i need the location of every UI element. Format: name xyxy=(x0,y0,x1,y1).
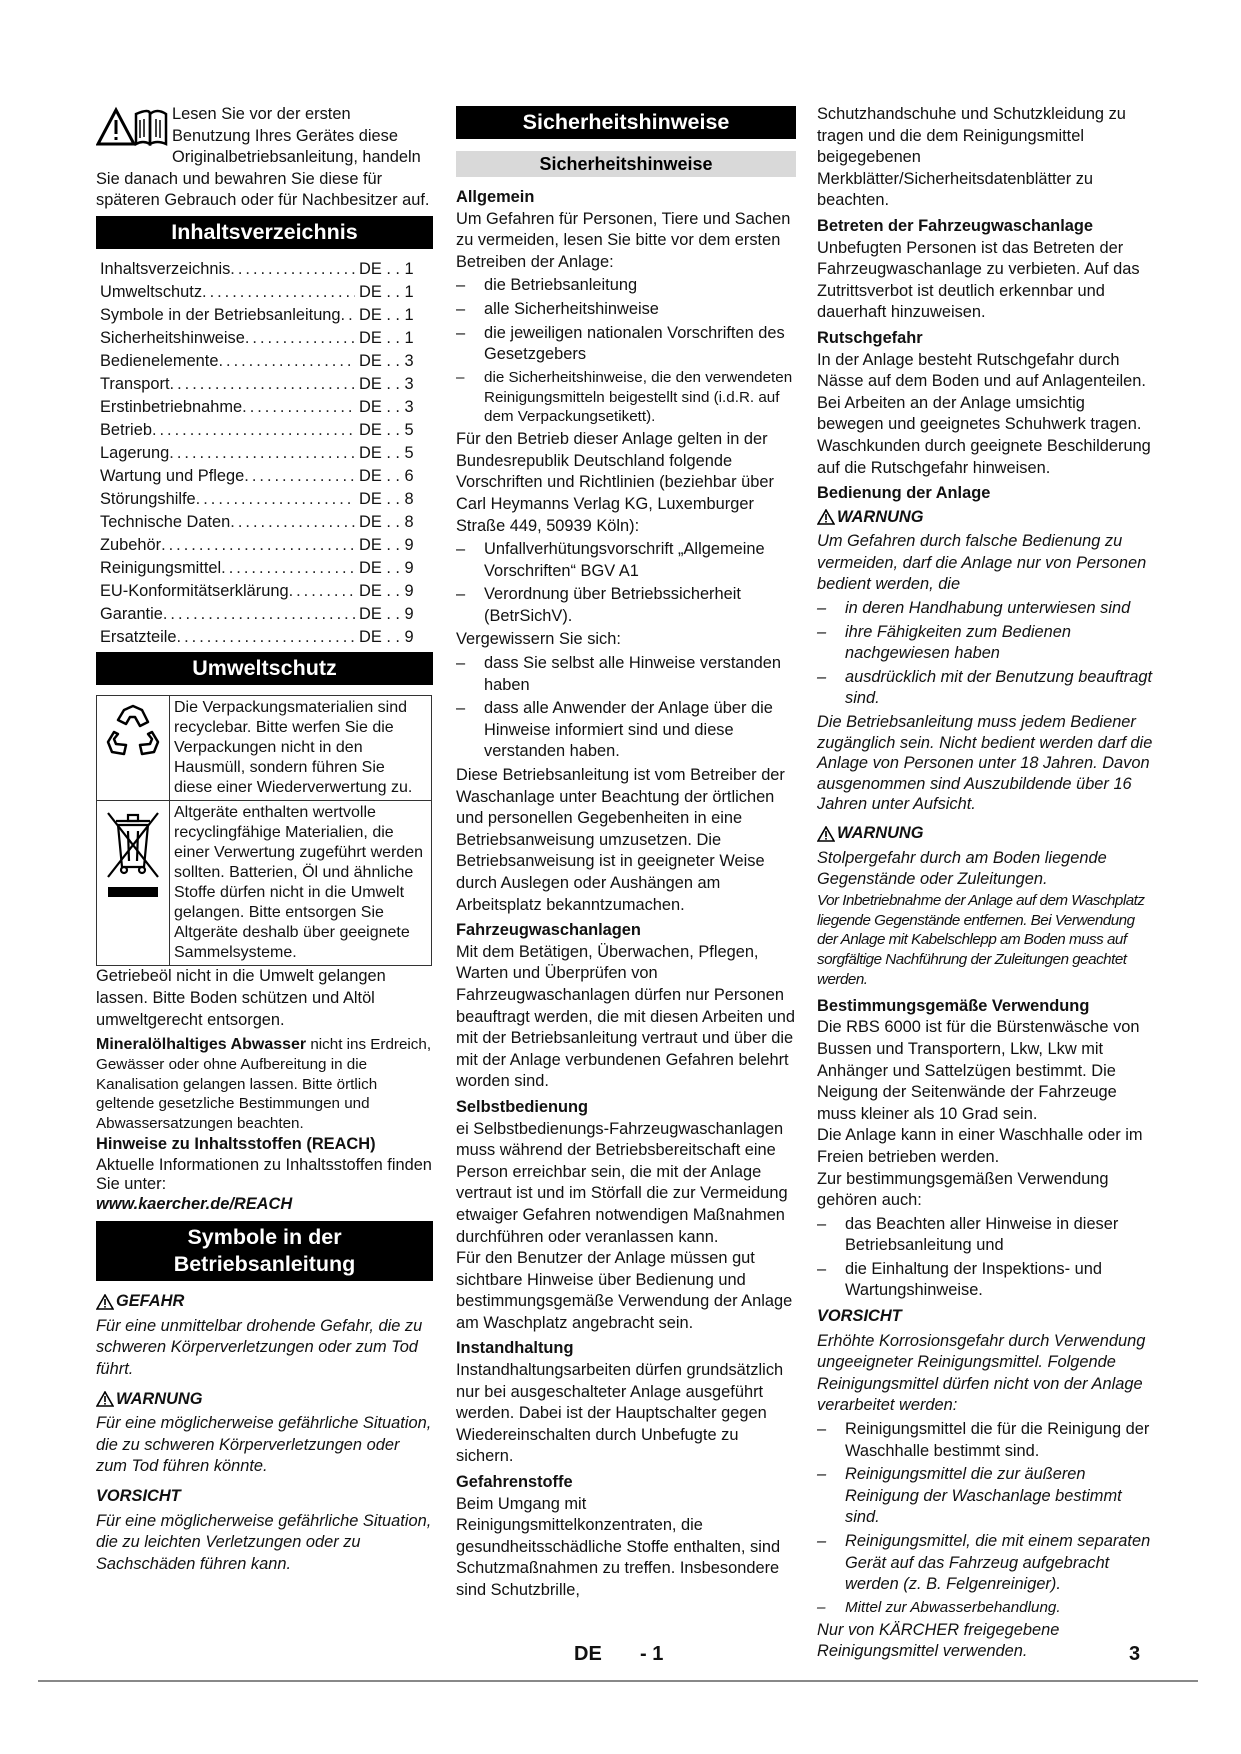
warn1-label-row xyxy=(817,507,1153,529)
environment-table xyxy=(96,695,432,966)
footer-language: DE xyxy=(574,1643,602,1665)
recycle-icon-cell xyxy=(97,696,170,801)
warn2-text-2: Vor Inbetriebnahme der Anlage auf dem Waschplatz liegende Gegenstände entfernen. Bei Verwendung der Anlage mit Kabelschlepp am Boden muss auf sorgfältige Nachführung der Zuleitungen geachtet werden. xyxy=(817,891,1145,988)
vorsicht2-list xyxy=(817,1419,1153,1618)
weee-icon-cell xyxy=(97,801,170,966)
fahrzeug-heading: Fahrzeugwaschanlagen xyxy=(456,921,641,940)
list-item: – ausdrücklich mit der Benutzung beauftragt sind. xyxy=(817,667,1153,710)
warning-triangle-icon xyxy=(96,1294,114,1310)
mineral-bold: Mineralölhaltiges Abwasser xyxy=(96,1036,307,1054)
gefahr-label-row xyxy=(96,1291,433,1313)
vorsicht-text: Für eine möglicherweise gefährliche Situation, die zu leichten Verletzungen oder zu Sachschäden führen kann. xyxy=(96,1511,432,1573)
list-item: – die Einhaltung der Inspektions- und Wartungshinweise. xyxy=(817,1259,1153,1302)
vorsicht2-label: VORSICHT xyxy=(817,1307,902,1326)
warning-triangle-icon xyxy=(817,509,835,525)
bestimmung-text: Die RBS 6000 ist für die Bürstenwäsche von Bussen und Transportern, Lkw, Lkw mit Anhänger und Sattelzügen bestimmt. Die Neigung der Seitenwände der Fahrzeuge muss kleiner als 10 Grad sein. xyxy=(817,1018,1140,1123)
warn1-text: Um Gefahren durch falsche Bedienung zu vermeiden, darf die Anlage nur von Personen bedient werden, die xyxy=(817,532,1147,594)
toc-row[interactable]: Ersatzteile ..... DE . . 9 xyxy=(96,627,433,649)
warn1-text-2: Die Betriebsanleitung muss jedem Bediener zugänglich sein. Nicht bedient werden darf die Anlage von Personen unter 18 Jahren. Davon ausgenommen sind Auszubildende über 16 Jahren unter Aufsicht. xyxy=(817,713,1153,814)
list-item: – die Sicherheitshinweise, die den verwendeten Reinigungsmitteln beigestellt sind (i.d.R. auf dem Verpackungsetikett). xyxy=(456,368,796,427)
list-item: – die Betriebsanleitung xyxy=(456,275,796,297)
toc-row[interactable]: Bedienelemente ..... DE . . 3 xyxy=(96,351,433,373)
toc-list xyxy=(96,259,433,648)
warnung-text: Für eine möglicherweise gefährliche Situation, die zu schweren Körperverletzungen oder zum Tod führen könnte. xyxy=(96,1414,432,1476)
list-item: – in deren Handhabung unterwiesen sind xyxy=(817,598,1153,620)
rutsch-heading: Rutschgefahr xyxy=(817,328,923,347)
column-2 xyxy=(456,104,796,1602)
instand-heading: Instandhaltung xyxy=(456,1339,574,1358)
footer-section-number: - 1 xyxy=(640,1643,664,1665)
betrieb-text: Für den Betrieb dieser Anlage gelten in der Bundesrepublik Deutschland folgende Vorschriften und Richtlinien (beziehbar über Carl Heymanns Verlag KG, Luxemburger Straße 449, 50939 Köln): xyxy=(456,430,774,535)
weee-text: Altgeräte enthalten wertvolle recyclingfähige Materialien, die einer Verwertung zugeführt werden sollten. Batterien, Öl und ähnliche Stoffe dürfen nicht in die Umwelt gelangen. Bitte entsorgen Sie Altgeräte deshalb über geeignete Sammelsysteme. xyxy=(170,801,432,966)
bedienung-heading: Bedienung der Anlage xyxy=(817,484,991,503)
rutsch-text: In der Anlage besteht Rutschgefahr durch Nässe auf dem Boden und auf Anlagenteilen. Bei Arbeiten an der Anlage umsichtig bewegen und geeignetes Schuhwerk tragen. Waschkunden durch geeignete Beschilderung auf die Rutschgefahr hinweisen. xyxy=(817,350,1151,477)
selbst-text-1: ei Selbstbedienungs-Fahrzeugwaschanlagen muss während der Betriebsbereitschaft eine Person erreichbar sein, die mit der Anlage vertraut ist und im Störfall die zur Vermeidung etwaiger Gefahren notwendigen Maßnahmen durchführen oder veranlassen kann. xyxy=(456,1119,788,1246)
warn2-text: Stolpergefahr durch am Boden liegende Gegenstände oder Zuleitungen. xyxy=(817,848,1107,889)
gefahrenstoffe-text-cont: Schutzhandschuhe und Schutzkleidung zu tragen und die dem Reinigungsmittel beigegebenen Merkblätter/Sicherheitsdatenblätter zu beachten. xyxy=(817,105,1126,210)
toc-row[interactable]: Zubehör ..... DE . . 9 xyxy=(96,535,433,557)
toc-row[interactable]: Garantie ..... DE . . 9 xyxy=(96,604,433,626)
betreten-text: Unbefugten Personen ist das Betreten der Fahrzeugwaschanlage zu verbieten. Auf das Zutrittsverbot ist deutlich erkennbar und dauerhaft hinzuweisen. xyxy=(817,238,1140,322)
warnung-label: WARNUNG xyxy=(116,1389,203,1408)
symbole-heading-line2: Betriebsanleitung xyxy=(173,1252,356,1277)
footer-page-number: 3 xyxy=(1129,1643,1141,1665)
umwelt-heading: Umweltschutz xyxy=(96,652,433,685)
symbole-heading-line1: Symbole in der xyxy=(187,1225,342,1250)
allgemein-list xyxy=(456,275,796,427)
vorsicht-label: VORSICHT xyxy=(96,1487,181,1506)
warn1-list xyxy=(817,598,1153,710)
toc-row[interactable]: Reinigungsmittel ..... DE . . 9 xyxy=(96,558,433,580)
mineral-text: nicht ins Erdreich, Gewässer oder ohne Aufbereitung in die Kanalisation gelangen lassen. Bitte örtlich geltende gesetzliche Bestimmungen und Abwassersatzungen beachten. xyxy=(96,1036,432,1133)
sicherheit-subheading: Sicherheitshinweise xyxy=(456,151,796,177)
list-item: – dass alle Anwender der Anlage über die Hinweise informiert sind und diese verstanden haben. xyxy=(456,698,796,763)
bestimmung-text-2: Die Anlage kann in einer Waschhalle oder im Freien betrieben werden. xyxy=(817,1126,1143,1166)
gefahrenstoffe-text: Beim Umgang mit Reinigungsmittelkonzentraten, die gesundheitsschädliche Stoffe enthalten, sind Schutzmaßnahmen zu treffen. Insbesondere sind Schutzbrille, xyxy=(456,1494,781,1600)
vorsicht2-label-row xyxy=(817,1306,1153,1328)
toc-row[interactable]: Lagerung ..... DE . . 5 xyxy=(96,443,433,465)
warn2-label-row xyxy=(817,823,1153,845)
warning-manual-icon xyxy=(96,104,168,148)
footer-divider xyxy=(38,1680,1198,1682)
vergewissern-list xyxy=(456,653,796,763)
list-item: – Reinigungsmittel, die mit einem separaten Gerät auf das Fahrzeug aufgebracht werden (z. B. Felgenreiniger). xyxy=(817,1531,1153,1596)
gefahr-label: GEFAHR xyxy=(116,1292,185,1311)
instand-text: Instandhaltungsarbeiten dürfen grundsätzlich nur bei ausgeschalteter Anlage ausgeführt werden. Dabei ist der Hauptschalter gegen Wiedereinschalten durch Unbefugte zu sichern. xyxy=(456,1361,784,1466)
allgemein-heading: Allgemein xyxy=(456,188,535,206)
toc-row[interactable]: Erstinbetriebnahme ..... DE . . 3 xyxy=(96,397,433,419)
fahrzeug-text: Mit dem Betätigen, Überwachen, Pflegen, Warten und Überprüfen von Fahrzeugwaschanlagen dürfen nur Personen beauftragt werden, die mit diesen Arbeiten und mit der Betriebsanleitung vertraut und über die mit der Anlage verbundenen Gefahren belehrt worden sind. xyxy=(456,942,795,1091)
reach-heading: Hinweise zu Inhaltsstoffen (REACH) xyxy=(96,1135,376,1154)
gefahrenstoffe-heading: Gefahrenstoffe xyxy=(456,1473,573,1492)
intro-block xyxy=(96,104,433,212)
toc-row[interactable]: Symbole in der Betriebsanleitung ..... DE . . 1 xyxy=(96,305,433,327)
crossed-bin-icon xyxy=(102,807,164,903)
vorsicht2-text-2: Nur von KÄRCHER freigegebene Reinigungsmittel verwenden. xyxy=(817,1620,1060,1661)
list-item: – das Beachten aller Hinweise in dieser Betriebsanleitung und xyxy=(817,1214,1153,1257)
oil-text: Getriebeöl nicht in die Umwelt gelangen lassen. Bitte Boden schützen und Altöl umweltgerecht entsorgen. xyxy=(96,967,386,1029)
warning-triangle-icon xyxy=(817,826,835,842)
betreten-heading: Betreten der Fahrzeugwaschanlage xyxy=(817,216,1093,235)
column-3 xyxy=(817,104,1153,1663)
toc-heading: Inhaltsverzeichnis xyxy=(96,216,433,249)
vorsicht-label-row xyxy=(96,1486,433,1508)
vorsicht2-text: Erhöhte Korrosionsgefahr durch Verwendung ungeeigneter Reinigungsmittel. Folgende Reinigungsmittel dürfen nicht von der Anlage verarbeitet werden: xyxy=(817,1331,1146,1415)
toc-row[interactable]: Inhaltsverzeichnis ..... DE . . 1 xyxy=(96,259,433,281)
betrieb-list xyxy=(456,539,796,627)
toc-row[interactable]: Betrieb ..... DE . . 5 xyxy=(96,420,433,442)
sicherheit-heading: Sicherheitshinweise xyxy=(456,106,796,139)
column-1 xyxy=(96,104,433,1575)
bestimmung-heading: Bestimmungsgemäße Verwendung xyxy=(817,996,1090,1015)
bestimmung-text-3: Zur bestimmungsgemäßen Verwendung gehören auch: xyxy=(817,1169,1109,1210)
toc-row[interactable]: Störungshilfe ..... DE . . 8 xyxy=(96,489,433,511)
list-item: – Mittel zur Abwasserbehandlung. xyxy=(817,1598,1153,1618)
warning-triangle-icon xyxy=(96,1391,114,1407)
list-item: – die jeweiligen nationalen Vorschriften des Gesetzgebers xyxy=(456,323,796,366)
list-item: – Reinigungsmittel die zur äußeren Reinigung der Waschanlage bestimmt sind. xyxy=(817,1464,1153,1529)
reach-url[interactable]: www.kaercher.de/REACH xyxy=(96,1194,293,1213)
mineral-paragraph xyxy=(96,1035,433,1134)
list-item: – Verordnung über Betriebssicherheit (BetrSichV). xyxy=(456,584,796,627)
vergewissern-text: Vergewissern Sie sich: xyxy=(456,630,621,649)
list-item: – alle Sicherheitshinweise xyxy=(456,299,796,321)
symbole-heading xyxy=(96,1221,433,1281)
selbst-text-2: Für den Benutzer der Anlage müssen gut sichtbare Hinweise über Bedienung und bestimmungsgemäße Verwendung der Anlage am Waschplatz angebracht sein. xyxy=(456,1249,793,1332)
selbst-heading: Selbstbedienung xyxy=(456,1097,589,1116)
toc-row[interactable]: Technische Daten ..... DE . . 8 xyxy=(96,512,433,534)
toc-row[interactable]: Umweltschutz ..... DE . . 1 xyxy=(96,282,433,304)
warnung-label-row xyxy=(96,1389,433,1411)
allgemein-text: Um Gefahren für Personen, Tiere und Sachen zu vermeiden, lesen Sie bitte vor dem ersten Betreiben der Anlage: xyxy=(456,209,791,271)
toc-row[interactable]: EU-Konformitätserklärung ..... DE . . 9 xyxy=(96,581,433,603)
warn1-label: WARNUNG xyxy=(837,507,924,526)
toc-row[interactable]: Transport ..... DE . . 3 xyxy=(96,374,433,396)
list-item: – Unfallverhütungsvorschrift „Allgemeine Vorschriften“ BGV A1 xyxy=(456,539,796,582)
bestimmung-list xyxy=(817,1214,1153,1302)
list-item: – dass Sie selbst alle Hinweise verstanden haben xyxy=(456,653,796,696)
recycle-icon xyxy=(102,702,164,760)
warn2-label: WARNUNG xyxy=(837,824,924,842)
list-item: – ihre Fähigkeiten zum Bedienen nachgewiesen haben xyxy=(817,622,1153,665)
recycle-text: Die Verpackungsmaterialien sind recyclebar. Bitte werfen Sie die Verpackungen nicht in den Hausmüll, sondern führen Sie diese einer Wiederverwertung zu. xyxy=(170,696,432,801)
toc-row[interactable]: Sicherheitshinweise ..... DE . . 1 xyxy=(96,328,433,350)
reach-text: Aktuelle Informationen zu Inhaltsstoffen finden Sie unter: xyxy=(96,1155,432,1193)
intro-text: Lesen Sie vor der ersten Benutzung Ihres Gerätes diese Originalbetriebsanleitung, handeln Sie danach und bewahren Sie diese für späteren Gebrauch oder für Nachbesitzer auf. xyxy=(96,105,430,210)
list-item: – Reinigungsmittel die für die Reinigung der Waschhalle bestimmt sind. xyxy=(817,1419,1153,1462)
betreiber-text: Diese Betriebsanleitung ist vom Betreiber der Waschanlage unter Beachtung der örtlichen und personellen Gegebenheiten in eine Betriebsanweisung umzusetzen. Die Betriebsanweisung ist in geeigneter Weise durch Auslegen oder Aushängen am Arbeitsplatz bekanntzumachen. xyxy=(456,766,785,914)
toc-row[interactable]: Wartung und Pflege ..... DE . . 6 xyxy=(96,466,433,488)
gefahr-text: Für eine unmittelbar drohende Gefahr, die zu schweren Körperverletzungen oder zum Tod führt. xyxy=(96,1316,423,1379)
